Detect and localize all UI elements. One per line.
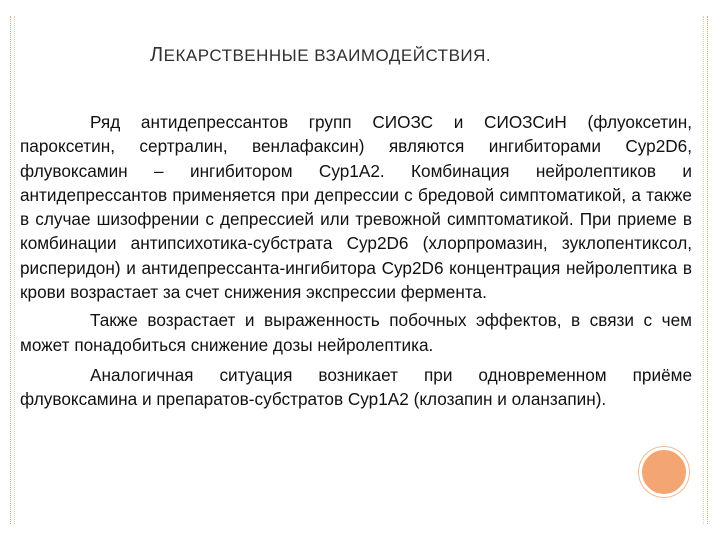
left-border-decoration	[10, 16, 11, 524]
decorative-circle	[639, 447, 689, 497]
right-inner-border-decoration	[703, 16, 704, 524]
slide-body	[20, 110, 692, 418]
left-inner-border-decoration	[14, 16, 15, 524]
paragraph-1: Ряд антидепрессантов групп СИОЗС и СИОЗСиН (флуоксетин, пароксетин, сертралин, венлафаксин) являются ингибиторами Сур2D6, флувоксамин – ингибитором Сур1А2. Комбинация нейролептиков и антидепрессантов применяется при депрессии с бредовой симптоматикой, а также в случае шизофрении с депрессией или тревожной симптоматикой. При приеме в комбинации антипсихотика-субстрата Сур2D6 (хлорпромазин, зуклопентиксол, рисперидон) и антидепрессанта-ингибитора Сур2D6 концентрация нейролептика в крови возрастает за счет снижения экспрессии фермента.	[20, 112, 692, 303]
paragraph-2: Также возрастает и выраженность побочных эффектов, в связи с чем может понадобиться снижение дозы нейролептика.	[20, 310, 692, 355]
paragraph-3: Аналогичная ситуация возникает при одновременном приёме флувоксамина и препаратов-субстратов Сур1А2 (клозапин и оланзапин).	[20, 364, 692, 410]
right-border-decoration	[707, 16, 708, 524]
slide-title-initial: Л	[150, 44, 164, 66]
slide-title	[150, 44, 491, 67]
slide-title-rest: ЕКАРСТВЕННЫЕ ВЗАИМОДЕЙСТВИЯ.	[163, 46, 492, 65]
